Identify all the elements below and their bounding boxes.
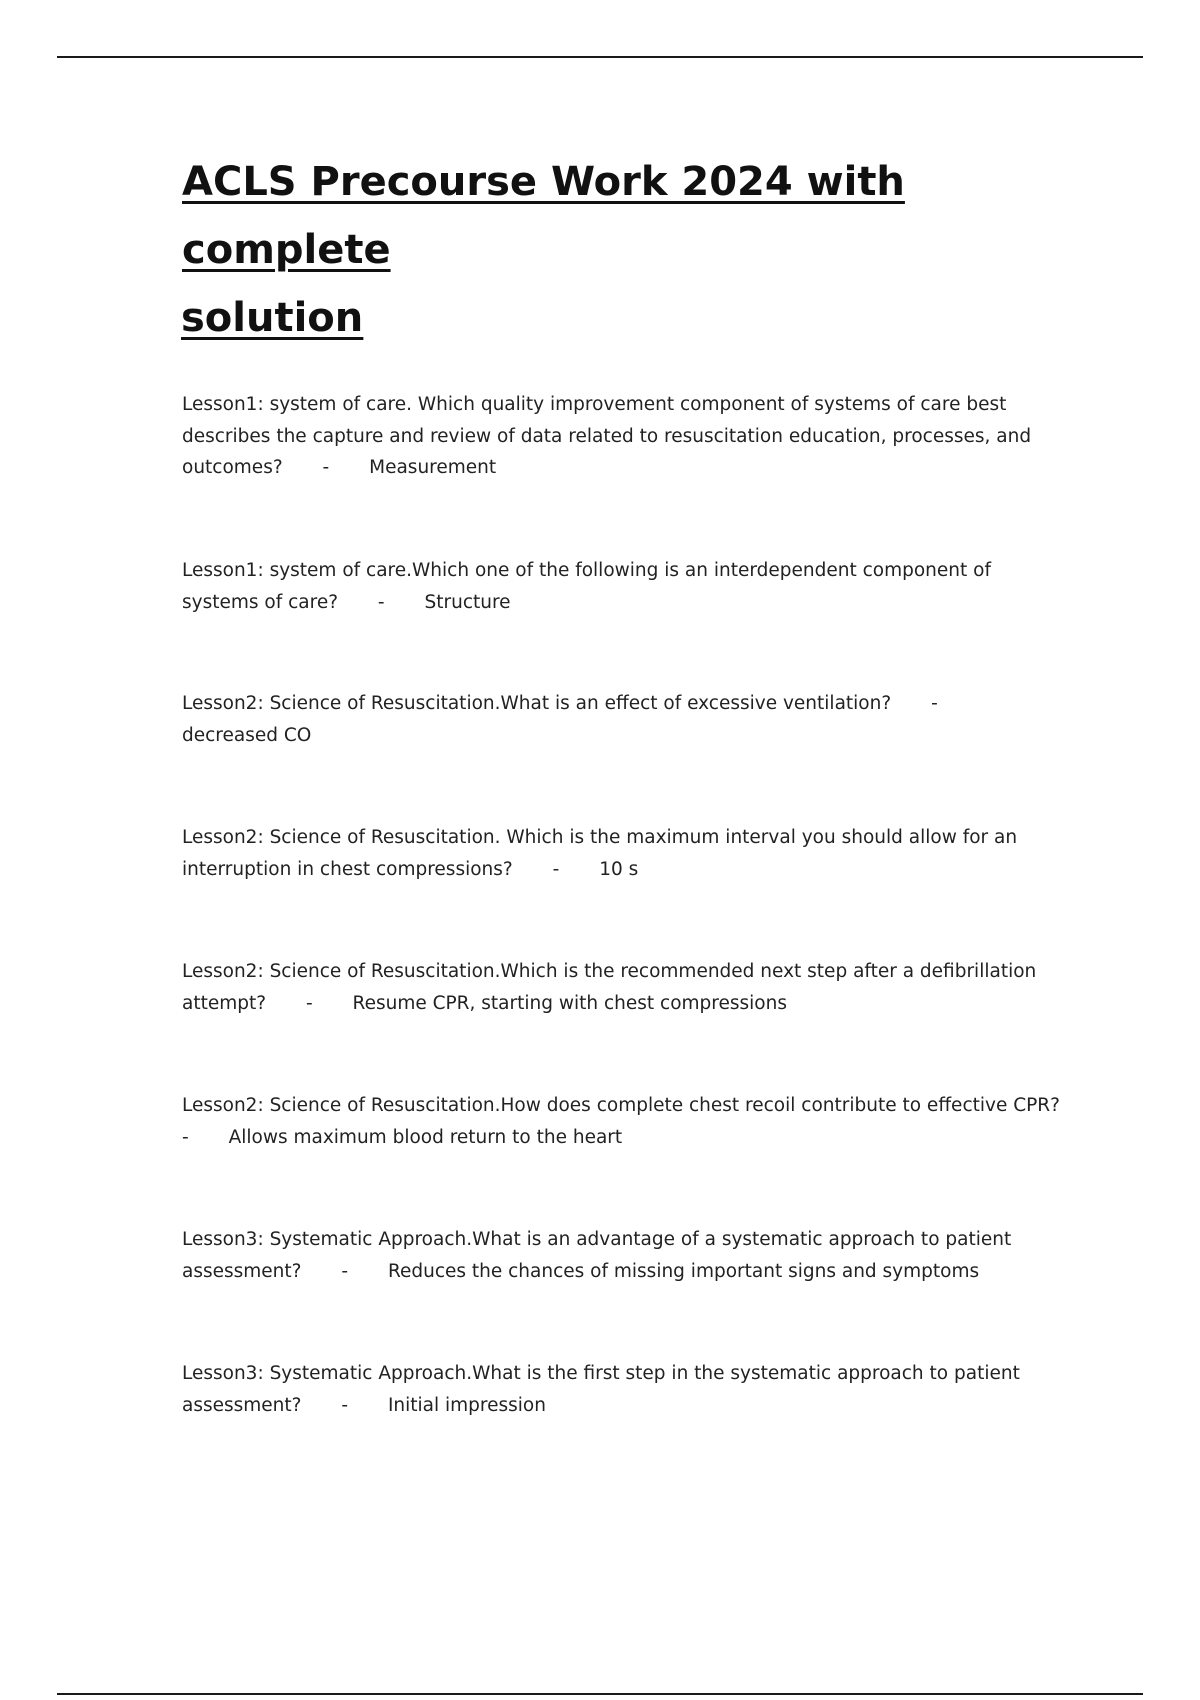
qa-separator: - [341, 1394, 349, 1416]
qa-item-7 [182, 1224, 1062, 1287]
answer-text: Reduces the chances of missing important signs and symptoms [387, 1260, 980, 1282]
title-line-2: solution [181, 295, 364, 341]
qa-item-8 [182, 1358, 1062, 1421]
answer-text: Structure [424, 591, 511, 613]
title-line-1: ACLS Precourse Work 2024 with complete [182, 159, 905, 273]
qa-item-2 [182, 555, 1062, 618]
answer-text: Resume CPR, starting with chest compressions [352, 992, 787, 1014]
question-text: Lesson2: Science of Resuscitation.What is an effect of excessive ventilation? [182, 693, 892, 714]
qa-item-1 [182, 389, 1062, 484]
qa-item-6 [182, 1090, 1062, 1153]
qa-separator: - [552, 858, 560, 880]
document-title [182, 148, 1082, 352]
top-rule [57, 56, 1143, 58]
bottom-rule [57, 1693, 1143, 1695]
answer-text: Measurement [369, 457, 497, 478]
qa-item-3 [182, 688, 1062, 751]
qa-separator: - [182, 1126, 189, 1148]
qa-separator: - [377, 591, 385, 613]
qa-separator: - [305, 992, 313, 1014]
question-text: Lesson2: Science of Resuscitation. Which is the maximum interval you should allow for an interruption in chest compressions? [182, 827, 1018, 880]
answer-text: Allows maximum blood return to the heart [228, 1126, 623, 1148]
question-text: Lesson3: Systematic Approach.What is the first step in the systematic approach to patient assessment? [182, 1363, 1020, 1416]
answer-text: 10 s [599, 858, 639, 880]
qa-separator: - [931, 693, 938, 714]
question-text: Lesson2: Science of Resuscitation.Which is the recommended next step after a defibrillation attempt? [182, 961, 1037, 1014]
answer-text: Initial impression [387, 1394, 546, 1416]
qa-item-5 [182, 956, 1062, 1019]
answer-text: decreased CO [182, 724, 312, 746]
question-text: Lesson1: system of care. Which quality improvement component of systems of care best describes the capture and review of data related to resuscitation education, processes, and outcomes? [182, 394, 1032, 478]
question-text: Lesson1: system of care.Which one of the following is an interdependent component of systems of care? [182, 560, 991, 613]
qa-item-4 [182, 822, 1062, 885]
qa-separator: - [341, 1260, 349, 1282]
qa-separator: - [322, 457, 330, 478]
question-text: Lesson3: Systematic Approach.What is an advantage of a systematic approach to patient assessment? [182, 1229, 1012, 1282]
question-text: Lesson2: Science of Resuscitation.How does complete chest recoil contribute to effective CPR? [182, 1095, 1060, 1116]
